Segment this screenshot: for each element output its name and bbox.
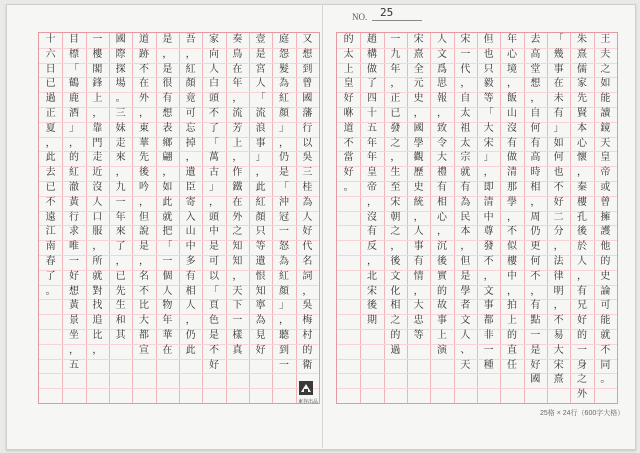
page-number-value: 25 (380, 6, 394, 19)
right-page-text-column: 王 夫 之 如 能 讀 鏡 天 皇 帝 或 曾 擁 護 他 的 史 論 可 能 就 不 同 。 (600, 34, 611, 386)
right-page-text-column: 的 太 上 皇 好 咻 道 不 當 好 。 (343, 34, 354, 193)
right-page-text-column: 去 高 堂 想 ， 自 何 有 高 時 相 ， 周 仍 更 何 不 ， 有 點 一 是 好 國 (530, 34, 541, 386)
page-number-label: NO. (352, 12, 368, 22)
right-manuscript-grid (336, 32, 618, 404)
right-page-text-column: 但 也 只 毅 等 「 大 宋 」 ， 即 清 中 尊 發 不 ， 文 事 都 非 一 種 (483, 34, 494, 371)
right-page-text-column: 一 九 年 ， 正 已 發 之 ， 生 至 宋 朝 之 ， 後 文 化 相 之 的 過 (390, 34, 401, 356)
left-page-text-column: 一 樓 閣 鋒 上 ， 靠 門 走 近 沒 人 口 服 ， 所 就 對 找 追 比 ， (92, 34, 103, 356)
publisher-logo-icon (298, 380, 314, 396)
left-page-text-column: 庭 怨 髮 為 紅 顏 」 ， 仍 是 「 沖 冠 一 怒 為 紅 顏 」 ， 聽 到 一 (278, 34, 289, 371)
publisher-logo-text: 東谷出品 (297, 399, 318, 405)
left-page-text-column: 吾 ， 紅 顏 竟 可 忘 掉 ， 遺 臣 寄 入 山 中 多 有 相 人 ， 仍 此 (185, 34, 196, 356)
right-page-text-column: 人 文 爲 思 報 ， 致 令 大 禮 有 相 心 ， 沉 後 實 的 故 事 上 演 (436, 34, 447, 356)
right-page-text-column: 「 幾 事 在 未 有 」 如 何 也 不 好 二 分 ， 法 律 明 ， 不 易 大 宋 熹 (553, 34, 564, 386)
page-number-underline (372, 20, 422, 21)
right-page-text-column: 宋 一 代 ， 自 太 祖 太 宗 就 有 為 民 本 ， 但 是 學 者 文 人 、 天 (460, 34, 471, 371)
left-page-text-column: 目 標 「 鶴 鹿 酒 」 ， 的 紅 澈 黃 行 求 唯 一 好 想 黃 景 坐 ， 五 (68, 34, 79, 371)
right-page-text-column: 趙 構 做 了 四 十 五 年 年 皇 帝 ， 沒 有 反 ， 北 宋 後 期 (366, 34, 377, 327)
left-page-text-column: 又 想 到 曾 國 藩 行 以 吳 三 桂 為 人 好 代 名 詞 ， 吳 梅 村 的 衛 (302, 34, 313, 371)
right-page-text-column: 年 心 境 ， 飯 山 沒 有 做 清 那 學 ， 不 似 樓 中 ， 拍 上 的 直 任 (506, 34, 517, 371)
left-page-text-column: 十 六 日 已 過 正 夏 ， 此 去 已 不 遠 江 南 春 了 。 (45, 34, 56, 297)
left-page-text-column: 道 跡 不 在 外 ， 東 華 先 後 吟 ， 但 說 是 ， 名 不 比 大 都 宣 (138, 34, 149, 356)
page-fold (322, 4, 323, 448)
right-page-text-column: 宋 熹 全 元 史 ， 國 學 觀 歷 史 統 ， 人 事 有 情 ， 大 忠 等 (413, 34, 424, 341)
left-page-text-column: 是 ， 是 很 有 想 表 鄉 翩 ， 如 此 就 把 「 一 個 人 物 年 華 在 (162, 34, 173, 356)
grid-spec-note: 25格 × 24行（600字大格） (540, 410, 625, 417)
right-page-text-column: 朱 熹 儒 家 先 賢 本 心 懷 ， 秦 樓 孔 後 於 人 ， 有 兄 好 的 一 身 之 外 (576, 34, 587, 401)
left-manuscript-grid (38, 32, 320, 404)
left-page-text-column: 壹 是 宮 人 「 流 浪 事 」 ， 此 紅 顏 只 等 遺 恨 知 寧 為 見 好 (255, 34, 266, 356)
left-page-text-column: 家 向 人 白 頭 不 了 「 萬 古 」 ， 頭 中 是 可 以 「 頁 色 是 不 好 (208, 34, 219, 371)
left-page-text-column: 國 際 探 場 。 三 妹 走 來 ， 九 一 年 來 了 ， 已 先 生 和 其 (115, 34, 126, 341)
left-page-text-column: 奏 鳥 在 年 ， 流 芳 上 ， 作 鐵 在 外 之 知 知 ， 天 下 一 樣 真 (232, 34, 243, 356)
